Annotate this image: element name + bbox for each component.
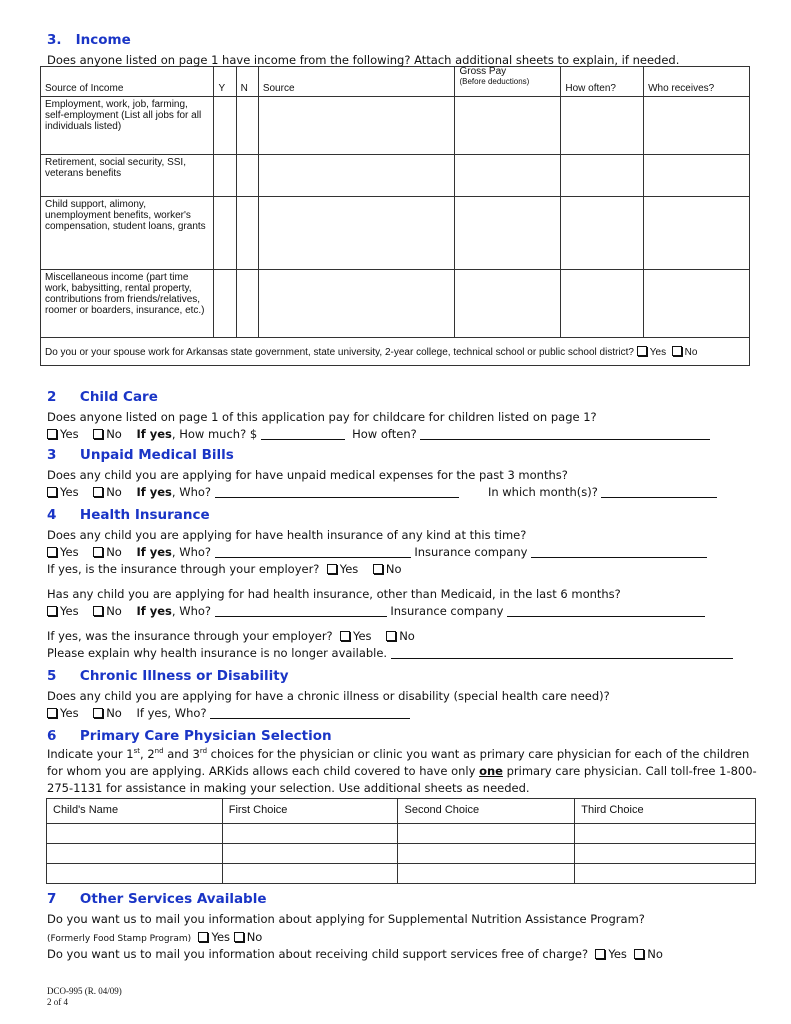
sup-nd: nd <box>154 747 164 756</box>
childs-name-cell[interactable] <box>47 824 223 844</box>
physician-text-line2 <box>47 764 757 778</box>
hi-q2-yes-checkbox[interactable] <box>47 606 57 616</box>
other-q1-answer-line <box>47 930 262 944</box>
chronic-number: 5 <box>47 668 57 684</box>
gross-pay-cell[interactable] <box>455 270 561 338</box>
chronic-who-label: If yes, Who? <box>136 706 207 720</box>
how-often-cell[interactable] <box>561 155 644 197</box>
sup-rd: rd <box>199 747 208 756</box>
hi-q1-company-label: Insurance company <box>414 545 528 559</box>
physician-text-c: and 3 <box>163 747 200 761</box>
hi-explain-line <box>47 646 733 660</box>
state-no-label: No <box>684 346 698 358</box>
physician-text-b: , 2 <box>140 747 155 761</box>
other-q2-line <box>47 947 663 961</box>
chronic-section-title <box>47 668 289 684</box>
income-row-label: Retirement, social security, SSI, veterans benefits <box>41 155 214 197</box>
other-number: 7 <box>47 891 57 907</box>
hi-explain-field[interactable] <box>391 647 733 659</box>
medical-bills-month-field[interactable] <box>601 486 717 498</box>
other-q2: Do you want us to mail you information about receiving child support services free of charge? <box>47 947 589 961</box>
header-who-receives: Who receives? <box>644 67 750 97</box>
medical-bills-section-title <box>47 447 234 463</box>
chronic-question: Does any child you are applying for have a chronic illness or disability (special health care need)? <box>47 689 610 703</box>
y-cell[interactable] <box>214 197 236 270</box>
header-childs-name: Child's Name <box>47 799 223 824</box>
child-support-yes-label: Yes <box>608 947 627 961</box>
snap-yes-label: Yes <box>211 930 231 944</box>
medical-bills-no-label: No <box>106 485 122 499</box>
medical-bills-month-label: In which month(s)? <box>487 485 598 499</box>
n-cell[interactable] <box>236 155 258 197</box>
second-choice-cell[interactable] <box>398 824 575 844</box>
header-second-choice: Second Choice <box>398 799 575 824</box>
income-table <box>40 66 750 366</box>
income-row-child-support <box>41 197 750 270</box>
hi-q2-company-field[interactable] <box>507 605 705 617</box>
child-support-no-label: No <box>647 947 663 961</box>
state-no-checkbox[interactable] <box>672 346 682 356</box>
child-care-how-often-field[interactable] <box>420 428 710 440</box>
gross-pay-cell[interactable] <box>455 155 561 197</box>
y-cell[interactable] <box>214 270 236 338</box>
state-employment-question: Do you or your spouse work for Arkansas state government, state university, 2-year college, technical school or public school district? <box>45 346 634 358</box>
who-receives-cell[interactable] <box>644 97 750 155</box>
physician-text-d: choices for the physician or clinic you want as primary care physician for each of the children <box>207 747 750 761</box>
health-insurance-q1-answer <box>47 545 707 559</box>
chronic-answer-line <box>47 706 410 720</box>
income-question: Does anyone listed on page 1 have income from the following? Attach additional sheets to explain, if needed. <box>47 53 680 67</box>
source-cell[interactable] <box>258 270 455 338</box>
income-row-label: Child support, alimony, unemployment benefits, worker's compensation, student loans, grants <box>41 197 214 270</box>
header-gross-pay <box>455 67 561 97</box>
hi-employer-q1-line <box>47 562 402 576</box>
physician-title: Primary Care Physician Selection <box>79 728 332 744</box>
hi-q2-who-label: , Who? <box>171 604 212 618</box>
medical-bills-title: Unpaid Medical Bills <box>79 447 234 463</box>
medical-bills-number: 3 <box>47 447 57 463</box>
child-care-section-title <box>47 389 158 405</box>
n-cell[interactable] <box>236 270 258 338</box>
child-support-no-checkbox[interactable] <box>634 949 644 959</box>
income-table-header <box>41 67 750 97</box>
first-choice-cell[interactable] <box>222 864 398 884</box>
other-q1-note: (Formerly Food Stamp Program) <box>47 934 192 944</box>
income-row-retirement <box>41 155 750 197</box>
child-care-how-often-label: How often? <box>352 427 417 441</box>
who-receives-cell[interactable] <box>644 197 750 270</box>
child-care-no-label: No <box>106 427 122 441</box>
physician-text-line1 <box>47 747 749 761</box>
chronic-title: Chronic Illness or Disability <box>79 668 289 684</box>
snap-no-label: No <box>246 930 263 944</box>
income-title: Income <box>75 32 131 48</box>
snap-no-checkbox[interactable] <box>234 932 244 942</box>
physician-row <box>47 864 756 884</box>
header-first-choice: First Choice <box>222 799 398 824</box>
hi-q1-company-field[interactable] <box>531 546 707 558</box>
medical-bills-who-label: , Who? <box>171 485 212 499</box>
hi-employer-q1-no-checkbox[interactable] <box>373 564 383 574</box>
child-care-no-checkbox[interactable] <box>93 429 103 439</box>
snap-yes-checkbox[interactable] <box>198 932 208 942</box>
hi-q2-if-yes: If yes <box>136 604 172 618</box>
child-care-amount-field[interactable] <box>261 428 345 440</box>
second-choice-cell[interactable] <box>398 864 575 884</box>
chronic-yes-label: Yes <box>60 706 79 720</box>
source-cell[interactable] <box>258 97 455 155</box>
hi-employer-q1-yes-checkbox[interactable] <box>327 564 337 574</box>
how-often-cell[interactable] <box>561 97 644 155</box>
physician-row <box>47 844 756 864</box>
medical-bills-if-yes: If yes <box>136 485 172 499</box>
health-insurance-q2: Has any child you are applying for had health insurance, other than Medicaid, in the last 6 months? <box>47 587 621 601</box>
form-code: DCO-995 (R. 04/09) <box>47 986 122 996</box>
hi-employer-q2-line <box>47 629 415 643</box>
physician-row <box>47 824 756 844</box>
income-row-label: Miscellaneous income (part time work, babysitting, rental property, contributions from friends/relatives, roomer or boarders, insurance, etc.) <box>41 270 214 338</box>
page-number: 2 of 4 <box>47 997 68 1007</box>
other-services-section-title <box>47 891 267 907</box>
y-cell[interactable] <box>214 155 236 197</box>
hi-employer-q1: If yes, is the insurance through your employer? <box>47 562 320 576</box>
other-q1: Do you want us to mail you information about applying for Supplemental Nutrition Assistance Program? <box>47 912 645 926</box>
header-y: Y <box>214 67 236 97</box>
hi-employer-q2-no-checkbox[interactable] <box>386 631 396 641</box>
childs-name-cell[interactable] <box>47 864 223 884</box>
hi-employer-q1-no-label: No <box>385 562 402 576</box>
hi-q1-no-label: No <box>106 545 122 559</box>
footer <box>47 986 122 1008</box>
physician-text-2b: primary care physician. Call toll-free 1-800- <box>502 764 757 778</box>
first-choice-cell[interactable] <box>222 844 398 864</box>
child-care-yes-checkbox[interactable] <box>47 429 57 439</box>
hi-q2-no-checkbox[interactable] <box>93 606 103 616</box>
health-insurance-q2-answer <box>47 604 705 618</box>
header-third-choice: Third Choice <box>575 799 756 824</box>
income-row-misc <box>41 270 750 338</box>
gross-pay-cell[interactable] <box>455 97 561 155</box>
state-yes-label: Yes <box>649 346 667 358</box>
child-care-number: 2 <box>47 389 57 405</box>
gross-pay-note: (Before deductions) <box>459 77 530 86</box>
hi-q1-who-field[interactable] <box>215 546 411 558</box>
medical-bills-answer-line <box>47 485 717 499</box>
hi-q2-yes-label: Yes <box>60 604 79 618</box>
physician-text-2a: for whom you are applying. ARKids allows each child covered to have only <box>47 764 480 778</box>
hi-q2-no-label: No <box>106 604 122 618</box>
medical-bills-yes-label: Yes <box>60 485 79 499</box>
header-n: N <box>236 67 258 97</box>
chronic-no-checkbox[interactable] <box>93 708 103 718</box>
source-cell[interactable] <box>258 155 455 197</box>
medical-bills-question: Does any child you are applying for have unpaid medical expenses for the past 3 months? <box>47 468 568 482</box>
child-care-title: Child Care <box>79 389 158 405</box>
hi-q1-no-checkbox[interactable] <box>93 547 103 557</box>
how-often-cell[interactable] <box>561 270 644 338</box>
income-row-label: Employment, work, job, farming, self-employment (List all jobs for all individuals listed) <box>41 97 214 155</box>
health-insurance-q1: Does any child you are applying for have health insurance of any kind at this time? <box>47 528 527 542</box>
third-choice-cell[interactable] <box>575 864 756 884</box>
medical-bills-who-field[interactable] <box>215 486 459 498</box>
hi-employer-q2: If yes, was the insurance through your employer? <box>47 629 333 643</box>
income-row-employment <box>41 97 750 155</box>
third-choice-cell[interactable] <box>575 824 756 844</box>
hi-q2-who-field[interactable] <box>215 605 387 617</box>
header-how-often: How often? <box>561 67 644 97</box>
hi-employer-q2-yes-label: Yes <box>352 629 372 643</box>
physician-table <box>46 798 756 884</box>
hi-employer-q2-no-label: No <box>399 629 415 643</box>
chronic-who-field[interactable] <box>210 707 410 719</box>
hi-employer-q2-yes-checkbox[interactable] <box>340 631 350 641</box>
child-care-yes-label: Yes <box>60 427 79 441</box>
childs-name-cell[interactable] <box>47 844 223 864</box>
hi-q1-if-yes: If yes <box>136 545 172 559</box>
who-receives-cell[interactable] <box>644 270 750 338</box>
medical-bills-no-checkbox[interactable] <box>93 487 103 497</box>
hi-explain-label: Please explain why health insurance is no longer available. <box>47 646 388 660</box>
third-choice-cell[interactable] <box>575 844 756 864</box>
health-insurance-number: 4 <box>47 507 57 523</box>
state-yes-checkbox[interactable] <box>637 346 647 356</box>
who-receives-cell[interactable] <box>644 155 750 197</box>
gross-pay-label: Gross Pay <box>459 66 507 77</box>
physician-number: 6 <box>47 728 57 744</box>
header-source-of-income: Source of Income <box>41 67 214 97</box>
chronic-yes-checkbox[interactable] <box>47 708 57 718</box>
chronic-no-label: No <box>106 706 122 720</box>
other-title: Other Services Available <box>79 891 267 907</box>
child-care-question: Does anyone listed on page 1 of this application pay for childcare for children listed on page 1? <box>47 410 597 424</box>
state-employment-cell <box>41 338 750 366</box>
income-section-number: 3. <box>47 32 62 48</box>
hi-employer-q1-yes-label: Yes <box>339 562 359 576</box>
physician-table-header <box>47 799 756 824</box>
physician-text-line3: 275-1131 for assistance in making your selection. Use additional sheets as needed. <box>47 781 530 795</box>
health-insurance-title: Health Insurance <box>79 507 210 523</box>
y-cell[interactable] <box>214 97 236 155</box>
health-insurance-section-title <box>47 507 210 523</box>
hi-q1-who-label: , Who? <box>171 545 212 559</box>
medical-bills-yes-checkbox[interactable] <box>47 487 57 497</box>
physician-text-a: Indicate your 1 <box>47 747 134 761</box>
second-choice-cell[interactable] <box>398 844 575 864</box>
hi-q1-yes-label: Yes <box>60 545 79 559</box>
hi-q1-yes-checkbox[interactable] <box>47 547 57 557</box>
child-care-answer-line <box>47 427 710 441</box>
hi-q2-company-label: Insurance company <box>390 604 504 618</box>
how-often-cell[interactable] <box>561 197 644 270</box>
gross-pay-cell[interactable] <box>455 197 561 270</box>
physician-one-emphasis: one <box>479 764 503 778</box>
child-care-how-much-label: , How much? $ <box>171 427 258 441</box>
first-choice-cell[interactable] <box>222 824 398 844</box>
header-source: Source <box>258 67 455 97</box>
state-employment-row <box>41 338 750 366</box>
income-section-title <box>47 32 131 48</box>
n-cell[interactable] <box>236 197 258 270</box>
physician-section-title <box>47 728 332 744</box>
child-support-yes-checkbox[interactable] <box>595 949 605 959</box>
source-cell[interactable] <box>258 197 455 270</box>
sup-st: st <box>133 747 141 756</box>
child-care-if-yes: If yes <box>136 427 172 441</box>
n-cell[interactable] <box>236 97 258 155</box>
